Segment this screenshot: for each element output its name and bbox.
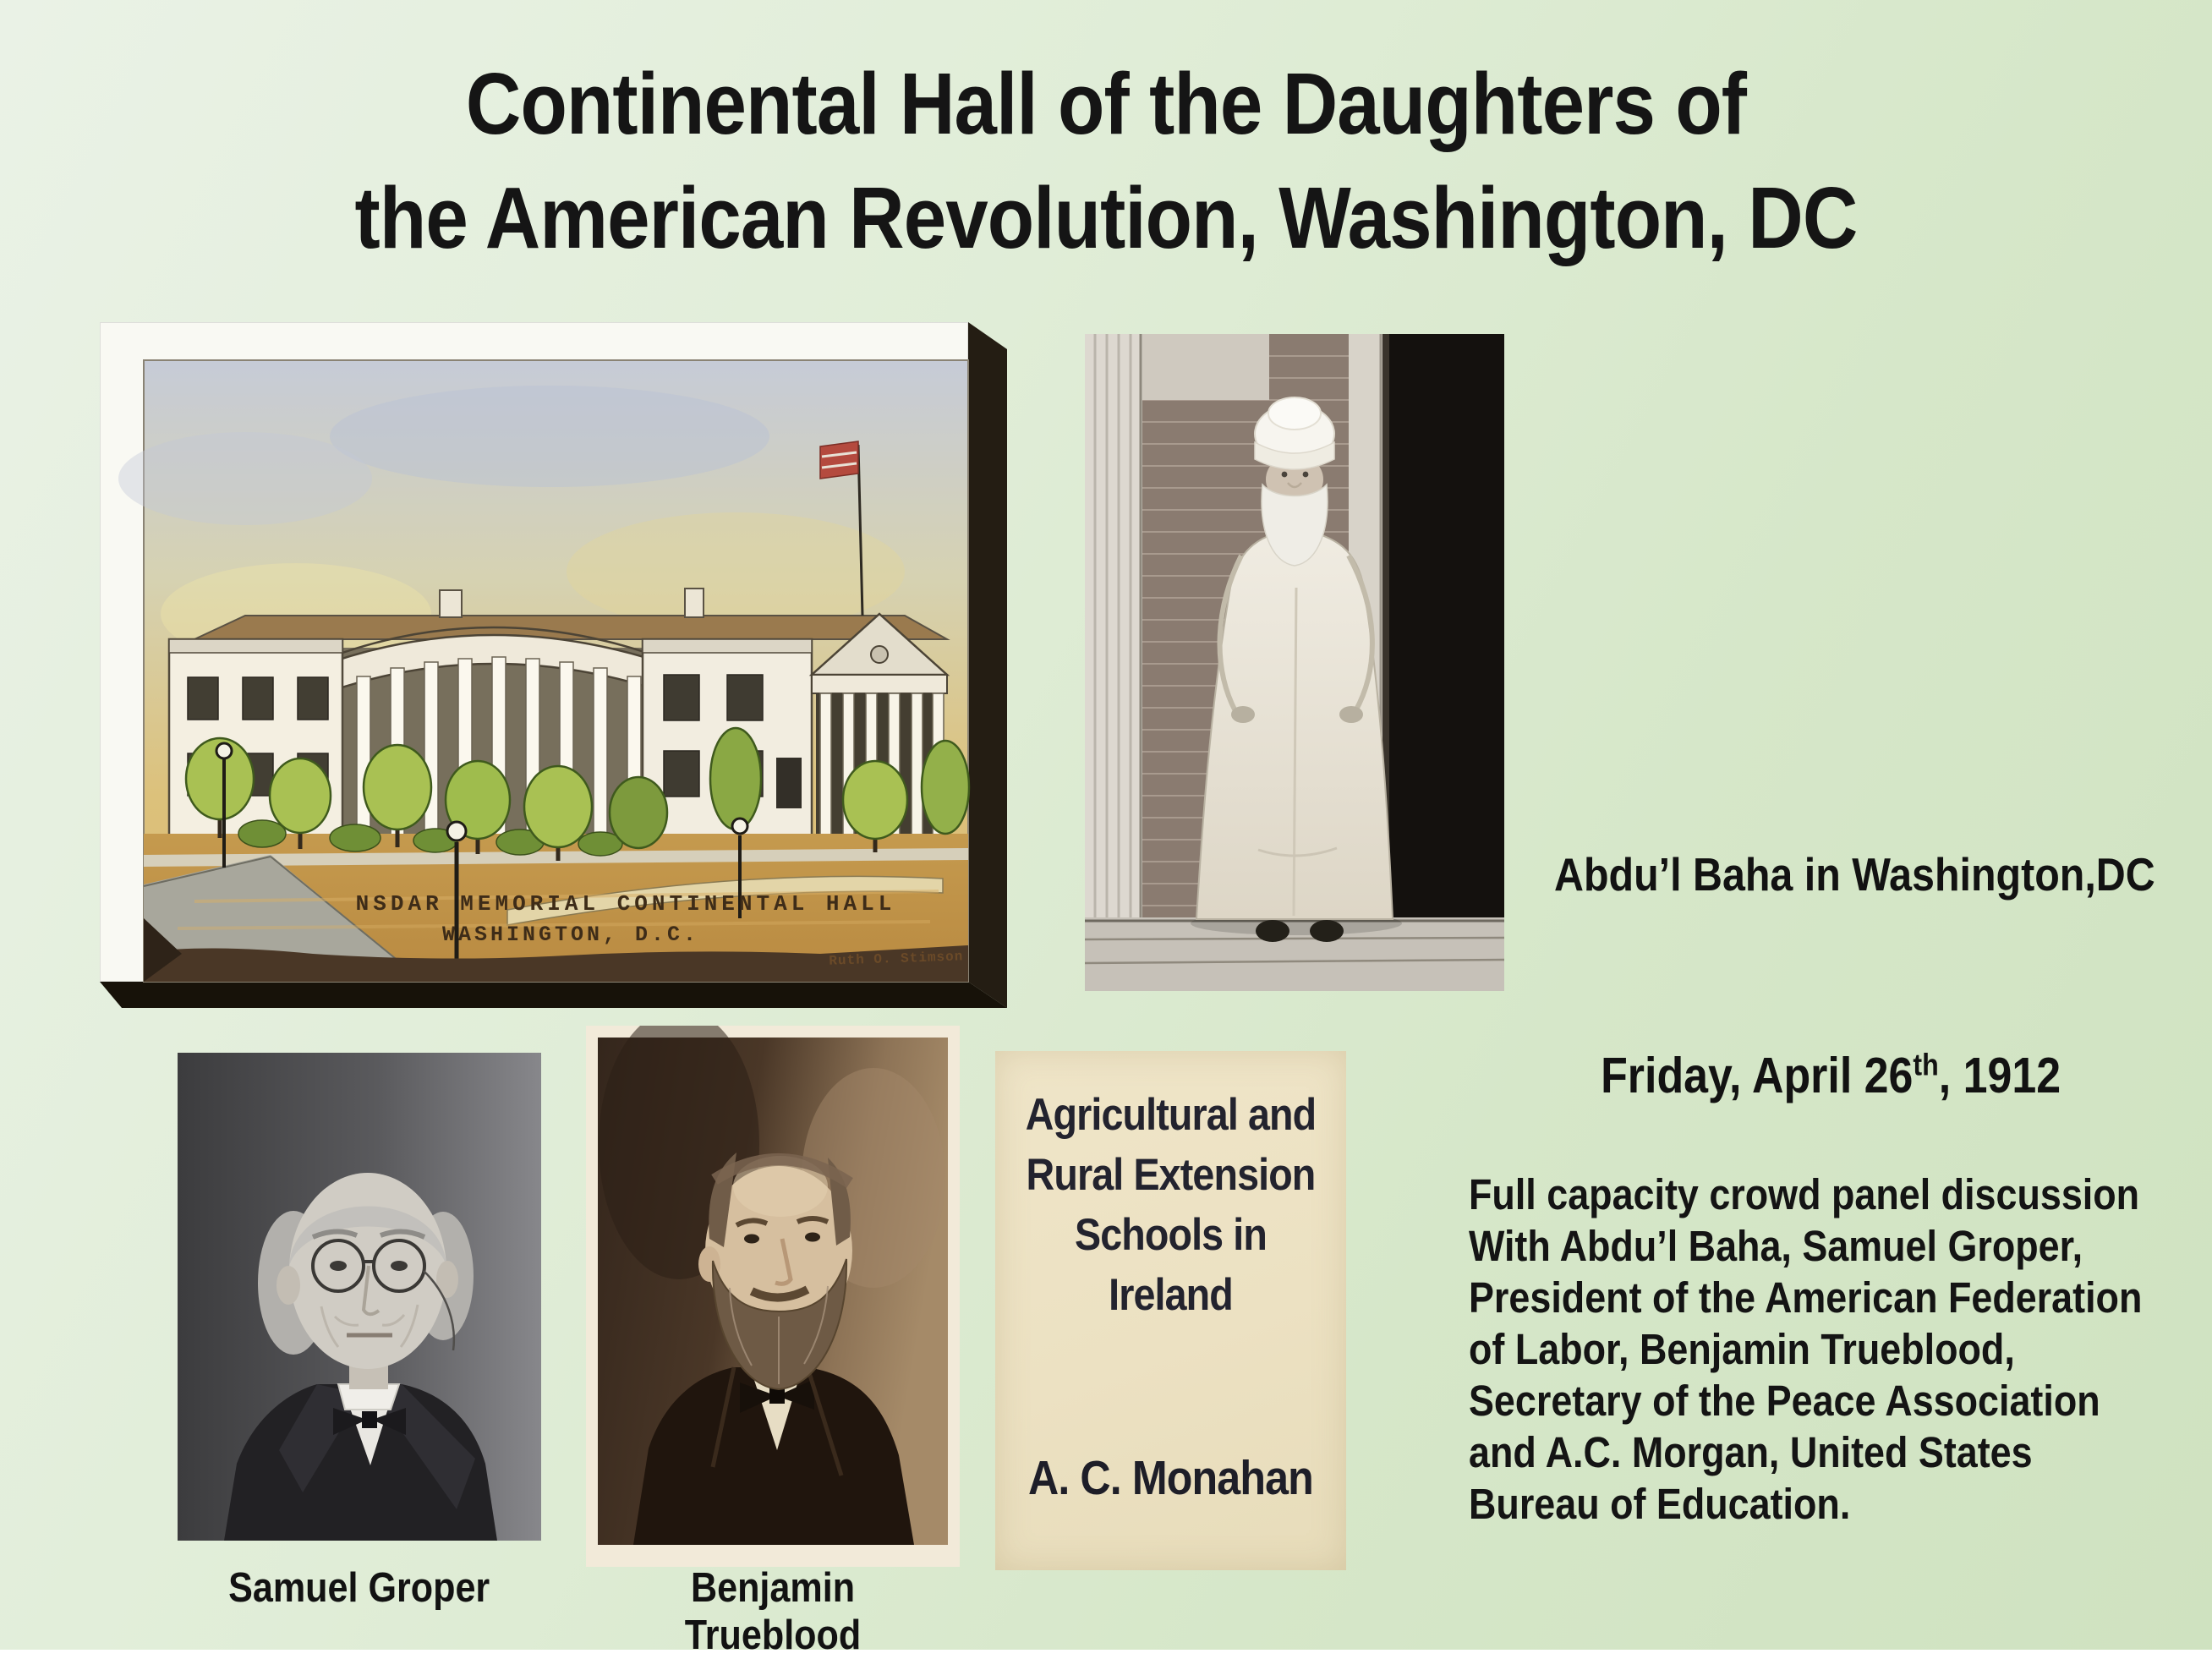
event-date-inner	[1601, 1047, 2061, 1104]
building-illustration	[100, 322, 1007, 1008]
samuel-groper-photo-svg	[178, 1053, 541, 1541]
book-author-text: A. C. Monahan	[1028, 1451, 1313, 1505]
event-description-line: and A.C. Morgan, United States	[1469, 1428, 2033, 1476]
slide-title-line2: the American Revolution, Washington, DC	[354, 168, 1858, 266]
event-date-text: Friday, April 26	[1600, 1048, 1914, 1103]
book-author	[995, 1450, 1346, 1506]
samuel-groper-caption	[178, 1564, 541, 1612]
book-title-line3: Schools in	[1074, 1210, 1268, 1260]
benjamin-trueblood-caption	[586, 1564, 960, 1659]
abdul-baha-photo	[1085, 334, 1504, 991]
benjamin-trueblood-photo	[586, 1026, 960, 1567]
book-title-line2: Rural Extension	[1026, 1150, 1316, 1200]
event-date-heading	[1437, 1047, 2212, 1104]
event-description-line: Full capacity crowd panel discussion	[1469, 1170, 2140, 1218]
event-description-line: of Labor, Benjamin Trueblood,	[1469, 1325, 2015, 1373]
building-artist-signature: Ruth O. Stimson	[829, 949, 964, 969]
book-title-line4: Ireland	[1109, 1270, 1233, 1320]
abdul-baha-caption: Abdu’l Baha in Washington,DC	[1554, 848, 2155, 901]
samuel-groper-photo	[178, 1053, 541, 1541]
building-illustration-svg	[100, 322, 1007, 1008]
book-title	[1016, 1085, 1325, 1325]
event-description-line: With Abdu’l Baha, Samuel Groper,	[1469, 1222, 2083, 1270]
event-description-line: Secretary of the Peace Association	[1469, 1377, 2100, 1425]
event-description-line: President of the American Federation	[1469, 1273, 2143, 1322]
abdul-baha-photo-svg	[1085, 334, 1504, 991]
book-cover	[995, 1051, 1346, 1570]
event-date-ordinal: th	[1913, 1047, 1939, 1082]
book-title-line1: Agricultural and	[1025, 1090, 1317, 1140]
slide-title	[133, 47, 2079, 276]
event-description	[1469, 1169, 2168, 1530]
benjamin-trueblood-photo-svg	[586, 1026, 960, 1567]
event-description-line: Bureau of Education.	[1469, 1480, 1851, 1528]
samuel-groper-caption-text: Samuel Groper	[228, 1565, 490, 1611]
slide-title-line1: Continental Hall of the Daughters of	[465, 55, 1747, 152]
event-date-year: , 1912	[1938, 1048, 2061, 1103]
building-caption-line1: NSDAR MEMORIAL CONTINENTAL HALL	[355, 891, 896, 917]
benjamin-trueblood-caption-text: Benjamin Trueblood	[684, 1565, 862, 1658]
building-caption-line2: WASHINGTON, D.C.	[441, 923, 700, 947]
